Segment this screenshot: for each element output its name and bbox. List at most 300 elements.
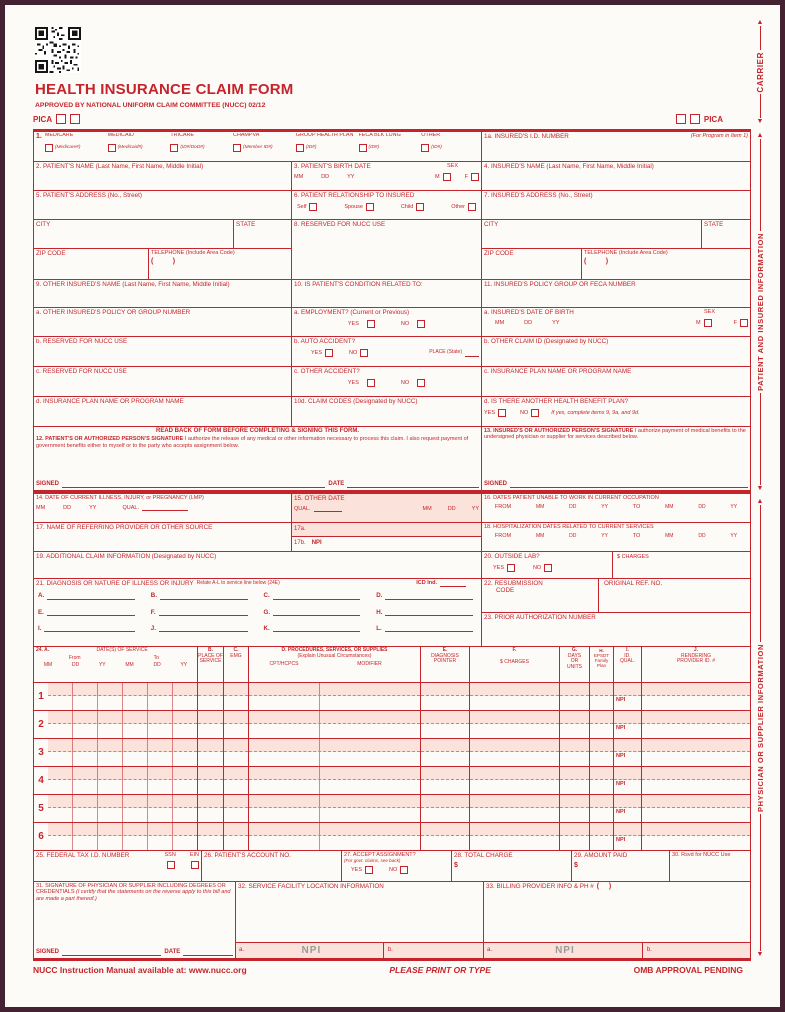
pica-right [676,114,723,124]
mm-label: MM [495,320,505,327]
box11d-label: d. IS THERE ANOTHER HEALTH BENEFIT PLAN? [484,398,629,405]
box17a-label: 17a. [294,525,306,532]
female-checkbox[interactable] [471,173,479,181]
rail-line [760,814,761,951]
npi-label: NPI [311,540,322,547]
champva-checkbox[interactable] [233,144,241,152]
place-state-field[interactable] [465,350,479,357]
medicaid-checkbox[interactable] [108,144,116,152]
line1-provider-cell[interactable] [642,683,750,711]
box4-insured-name-field[interactable] [482,162,750,191]
place-of-label: PLACE OF [198,652,223,659]
box11-label: 11. INSURED'S POLICY GROUP OR FECA NUMBER [484,281,636,288]
diagnosis-l-field[interactable] [385,626,473,632]
insured-phone-field[interactable] [582,249,750,280]
box5-patient-address-field[interactable] [34,191,292,220]
charges-header-label: $ CHARGES [500,658,529,665]
box18-hospitalization-dates[interactable] [482,523,750,552]
line6-epsdt-cell[interactable] [590,823,614,851]
line2-emg-cell[interactable] [224,711,249,739]
line1-dates-cell[interactable] [48,683,198,711]
line2-place-cell[interactable] [198,711,224,739]
pica-checkbox-2[interactable] [70,114,80,124]
rail-line [760,94,761,118]
row-9c-10c-11c [34,367,750,397]
col-d-subtitle: (Explain Unusual Circumstances) [297,652,372,659]
col-j-letter: J. [693,647,699,653]
line1-qual-cell[interactable] [614,683,642,711]
service-line-6 [34,823,750,851]
line2-procedure-cell[interactable] [249,711,421,739]
line4-place-cell[interactable] [198,767,224,795]
diagnosis-letter: L. [376,625,382,633]
patient-insured-label: PATIENT AND INSURED INFORMATION [755,233,765,391]
line4-epsdt-cell[interactable] [590,767,614,795]
line1-pointer-cell[interactable] [421,683,470,711]
line2-pointer-cell[interactable] [421,711,470,739]
city-label: CITY [484,221,499,228]
col-h-header [590,647,614,683]
medicare-checkbox[interactable] [45,144,53,152]
row-patient-address [34,191,750,220]
line3-charges-cell[interactable] [470,739,560,767]
box15-other-date[interactable] [292,494,482,523]
box32-service-facility[interactable] [236,882,484,959]
npi-label: NPI [616,809,626,815]
patient-zip-field[interactable] [34,249,149,280]
line4-procedure-cell[interactable] [249,767,421,795]
diagnosis-g-field[interactable] [273,610,360,616]
box29-label: 29. AMOUNT PAID [574,852,628,859]
row-coverage [34,132,750,162]
physician-supplier-label: PHYSICIAN OR SUPPLIER INFORMATION [755,644,765,813]
carrier-label: CARRIER [755,51,765,93]
original-ref-field[interactable] [598,579,750,612]
group-health-checkbox[interactable] [296,144,304,152]
diagnosis-h-field[interactable] [385,610,473,616]
no-label: NO [533,565,542,572]
box1-coverage-type [34,132,482,162]
dd-label: DD [63,504,72,511]
patient-city-field[interactable] [34,220,234,249]
npi-label: NPI [616,725,626,731]
line4-units-cell[interactable] [560,767,590,795]
box8-reserved [292,220,482,249]
line2-provider-cell[interactable] [642,711,750,739]
line2-qual-cell[interactable] [614,711,642,739]
other-accident-yes-checkbox[interactable] [367,379,375,387]
box11d-note: If yes, complete items 9, 9a, and 9d. [551,410,640,417]
line5-emg-cell[interactable] [224,795,249,823]
box31-label: 31. SIGNATURE OF PHYSICIAN OR SUPPLIER INCLUDING DEGREES OR CREDENTIALS [36,883,226,896]
diagnosis-a-field[interactable] [47,594,135,600]
option-group-health [296,133,354,152]
line4-provider-cell[interactable] [642,767,750,795]
line6-procedure-cell[interactable] [249,823,421,851]
print-or-type-label: PLEASE PRINT OR TYPE [389,965,491,975]
line5-epsdt-cell[interactable] [590,795,614,823]
diagnosis-b-field[interactable] [160,594,248,600]
ssn-checkbox[interactable] [167,861,175,869]
option-label: GROUP HEALTH PLAN [295,133,354,138]
no-label: NO [400,321,410,328]
dd-label: DD [698,532,706,539]
line5-procedure-cell[interactable] [249,795,421,823]
line5-provider-cell[interactable] [642,795,750,823]
auto-yes-checkbox[interactable] [325,349,333,357]
child-checkbox[interactable] [416,203,424,211]
box11b-label: b. OTHER CLAIM ID (Designated by NUCC) [484,338,609,345]
box23-prior-auth-field[interactable] [482,613,750,646]
box16-unable-to-work[interactable] [482,494,750,523]
tricare-checkbox[interactable] [170,144,178,152]
line3-procedure-cell[interactable] [249,739,421,767]
other-coverage-checkbox[interactable] [421,144,429,152]
box1-number: 1. [36,133,42,140]
dd-label: DD [569,503,577,510]
line3-qual-cell[interactable] [614,739,642,767]
box25-label: 25. FEDERAL TAX I.D. NUMBER [36,852,130,859]
patient-state-field[interactable] [234,220,292,249]
line4-pointer-cell[interactable] [421,767,470,795]
box13-label: 13. INSURED'S OR AUTHORIZED PERSON'S SIGNATURE [484,428,634,434]
line-number: 3 [34,739,48,767]
box21-diagnosis [34,579,482,647]
option-sub: (ID#/DoD#) [180,145,205,151]
arrow-down-icon: ▼ [756,118,764,125]
col-f-letter: F. [512,647,517,653]
carrier-rail [751,19,769,125]
benefit-yes-checkbox[interactable] [498,409,506,417]
box2-patient-name-field[interactable] [34,162,292,191]
box33-billing-provider[interactable] [484,882,750,959]
line4-charges-cell[interactable] [470,767,560,795]
box25-federal-tax-id[interactable] [34,851,202,882]
line6-emg-cell[interactable] [224,823,249,851]
service-line-2 [34,711,750,739]
line3-emg-cell[interactable] [224,739,249,767]
box19-additional-claim-info-field[interactable] [34,552,482,579]
box9c-label: c. RESERVED FOR NUCC USE [36,368,127,375]
box10-condition-related [292,280,482,308]
modifier-label: MODIFIER [357,661,382,668]
mm-label: MM [43,662,53,669]
pica-checkbox-4[interactable] [690,114,700,124]
yy-label: YY [601,532,608,539]
col-j-header [642,647,750,683]
box21-label: 21. DIAGNOSIS OR NATURE OF ILLNESS OR INJURY [36,580,194,587]
line5-qual-cell[interactable] [614,795,642,823]
line5-pointer-cell[interactable] [421,795,470,823]
patient-signature-date-field[interactable] [347,481,479,488]
yy-label: YY [730,503,738,510]
outside-lab-charges-field[interactable] [612,552,750,578]
insured-state-field[interactable] [702,220,750,249]
line1-procedure-cell[interactable] [249,683,421,711]
box8-reserved-continued [292,249,482,280]
patient-signature-field[interactable] [62,481,325,488]
diagnosis-c-field[interactable] [273,594,361,600]
row-25-30 [34,851,750,882]
nucc-manual-link[interactable]: NUCC Instruction Manual available at: www.nucc.org [33,965,247,975]
line3-provider-cell[interactable] [642,739,750,767]
box1a-insured-id-field[interactable] [482,132,750,162]
line6-place-cell[interactable] [198,823,224,851]
box17b-field[interactable] [292,537,481,551]
line1-units-cell[interactable] [560,683,590,711]
box11c-insurance-plan-field[interactable] [482,367,750,397]
diagnosis-i-field[interactable] [44,626,134,632]
zip-label: ZIP CODE [484,250,514,257]
id-label: ID. [624,652,631,659]
box15-label: 15. OTHER DATE [294,495,345,502]
line6-dates-cell[interactable] [48,823,198,851]
npi-label: NPI [616,781,626,787]
npi-watermark: NPI [301,944,322,956]
diagnosis-letter: A. [38,592,45,600]
box30-label: 30. Rsvd for NUCC Use [672,852,731,858]
col-h-letter: H. [599,648,604,653]
line4-emg-cell[interactable] [224,767,249,795]
row-zip-phone [34,249,750,280]
line4-qual-cell[interactable] [614,767,642,795]
box17ab [292,523,482,552]
outside-lab-yes-checkbox[interactable] [507,564,515,572]
service-label: SERVICE [199,658,222,665]
box10d-claim-codes-field[interactable] [292,397,482,427]
yy-label: YY [89,504,97,511]
line-number: 6 [34,823,48,851]
form-subtitle: APPROVED BY NATIONAL UNIFORM CLAIM COMMITTEE (NUCC) 02/12 [35,102,266,109]
diagnosis-letter: G. [263,608,271,616]
option-champva [233,133,291,152]
diagnosis-letter: H. [376,608,383,616]
box33-phone-parens: ( ) [596,883,612,890]
box22-code-label: CODE [496,587,515,595]
box12-patient-signature [34,427,482,491]
insured-city-field[interactable] [482,220,702,249]
other-rel-checkbox[interactable] [468,203,476,211]
bottom-rule [34,959,750,961]
insured-female-checkbox[interactable] [740,319,748,327]
female-label: F [464,174,468,181]
diagnosis-letter: E. [38,608,44,616]
line3-place-cell[interactable] [198,739,224,767]
box12-text [36,436,479,449]
yy-label: YY [730,532,738,539]
box13-signature-row [484,481,748,489]
service-line-1 [34,683,750,711]
assignment-no-checkbox[interactable] [400,866,408,874]
line5-dates-cell[interactable] [48,795,198,823]
box14-current-illness[interactable] [34,494,292,523]
outside-lab-no-checkbox[interactable] [544,564,552,572]
from-label: From [68,654,81,661]
diagnosis-letter: J. [150,625,156,633]
diagnosis-letter: B. [150,592,157,600]
box12-body: I authorize the release of any medical or other information necessary to process this claim. I also request payment of government benefits either to myself or to the party who accepts assignment below. [36,436,469,449]
form-title: HEALTH INSURANCE CLAIM FORM [35,81,294,98]
feca-checkbox[interactable] [359,144,367,152]
box13-insured-signature [482,427,750,491]
line1-charges-cell[interactable] [470,683,560,711]
row-14-15-16 [34,494,750,523]
line1-epsdt-cell[interactable] [590,683,614,711]
other-accident-no-checkbox[interactable] [417,379,425,387]
npi-label: NPI [616,697,626,703]
box9-label: 9. OTHER INSURED'S NAME (Last Name, First Name, Middle Initial) [36,281,230,288]
box20-label: 20. OUTSIDE LAB? [484,553,540,560]
line1-emg-cell[interactable] [224,683,249,711]
physician-signature-date-field[interactable] [183,949,233,956]
box7-insured-address-field[interactable] [482,191,750,220]
line2-units-cell[interactable] [560,711,590,739]
employment-yes-checkbox[interactable] [367,320,375,328]
to-label: To [153,654,159,661]
line2-dates-cell[interactable] [48,711,198,739]
box11-policy-group-field[interactable] [482,280,750,308]
box19-label: 19. ADDITIONAL CLAIM INFORMATION (Designated by NUCC) [36,553,217,560]
pica-label-left: PICA [33,114,53,124]
diagnosis-f-field[interactable] [159,610,248,616]
insured-zip-field[interactable] [482,249,582,280]
line6-units-cell[interactable] [560,823,590,851]
col-b-header [198,647,224,683]
line5-place-cell[interactable] [198,795,224,823]
city-label: CITY [36,221,51,228]
box17a-field[interactable] [292,523,481,537]
box22-resubmission[interactable] [482,579,750,613]
box3-birth-date[interactable] [292,162,482,191]
box29-amount-paid-field[interactable] [572,851,670,882]
mm-label: MM [535,503,545,510]
line3-dates-cell[interactable] [48,739,198,767]
other-date-qual-field[interactable] [314,505,342,512]
phone-parens: ( ) [584,258,609,266]
line6-pointer-cell[interactable] [421,823,470,851]
box32a-label: a. [239,946,245,953]
line5-units-cell[interactable] [560,795,590,823]
state-label: STATE [236,221,256,228]
line1-place-cell[interactable] [198,683,224,711]
provider-id-label: PROVIDER ID. # [676,658,716,665]
box9-other-insured-name-field[interactable] [34,280,292,308]
from-label: FROM [494,504,512,511]
days-label: DAYS [567,652,582,659]
yes-label: YES [493,565,505,572]
spouse-checkbox[interactable] [366,203,374,211]
physician-signature-field[interactable] [62,949,161,956]
row-other-insured [34,280,750,308]
omb-approval-label: OMB APPROVAL PENDING [633,965,743,975]
benefit-no-checkbox[interactable] [531,409,539,417]
box11b-other-claim-id-field[interactable] [482,337,750,367]
outside-lab-question [482,552,612,578]
box30-reserved-field [670,851,750,882]
line6-charges-cell[interactable] [470,823,560,851]
qual-field[interactable] [142,504,188,511]
icd-indicator-field[interactable] [440,580,466,587]
box32b-label: b. [387,946,393,953]
line2-charges-cell[interactable] [470,711,560,739]
line2-epsdt-cell[interactable] [590,711,614,739]
line4-dates-cell[interactable] [48,767,198,795]
box11a-insured-dob[interactable] [482,308,750,337]
employment-no-checkbox[interactable] [417,320,425,328]
box33b-label: b. [646,946,652,953]
form-grid [33,129,751,961]
line3-pointer-cell[interactable] [421,739,470,767]
box12-signature-row [36,481,479,489]
box26-patient-account-field[interactable] [202,851,342,882]
insured-male-checkbox[interactable] [704,319,712,327]
readback-notice: READ BACK OF FORM BEFORE COMPLETING & SIGNING THIS FORM. [156,428,359,434]
pica-checkbox-3[interactable] [676,114,686,124]
box23-label: 23. PRIOR AUTHORIZATION NUMBER [484,614,596,621]
diagnosis-e-field[interactable] [47,610,135,616]
diagnosis-d-field[interactable] [385,594,473,600]
ein-checkbox[interactable] [191,861,199,869]
insured-signature-field[interactable] [510,481,748,488]
service-line-4 [34,767,750,795]
box9a-policy-number-field[interactable] [34,308,292,337]
mm-label: MM [665,532,674,539]
box17-referring-provider-field[interactable] [34,523,292,552]
box20-outside-lab [482,552,750,579]
line3-epsdt-cell[interactable] [590,739,614,767]
strip-divider [642,943,643,958]
diagnosis-k-field[interactable] [273,626,361,632]
option-tricare [170,133,228,152]
option-label: MEDICAID [107,133,134,138]
mm-label: MM [125,662,134,669]
ein-label: EIN [189,852,199,859]
yy-label: YY [471,505,479,512]
box9d-insurance-plan-field[interactable] [34,397,292,427]
resubmission-code [482,579,598,612]
state-label: STATE [704,221,724,228]
auto-no-checkbox[interactable] [360,349,368,357]
self-checkbox[interactable] [309,203,317,211]
emg-label: EMG [230,652,242,659]
rail-line [760,139,761,231]
patient-phone-field[interactable] [149,249,292,280]
qr-code [35,27,81,73]
assignment-yes-checkbox[interactable] [365,866,373,874]
pica-label-right: PICA [703,114,723,124]
line6-provider-cell[interactable] [642,823,750,851]
col-c-header [224,647,249,683]
line6-qual-cell[interactable] [614,823,642,851]
option-feca [359,133,417,152]
pica-checkbox-1[interactable] [56,114,66,124]
dd-label: DD [321,174,330,181]
qual-label: QUAL. [122,504,139,511]
box31-physician-signature [34,882,236,959]
diagnosis-j-field[interactable] [159,626,248,632]
line5-charges-cell[interactable] [470,795,560,823]
option-label: OTHER [421,133,441,138]
to-label: TO [632,504,641,511]
mm-label: MM [665,503,674,510]
cpt-hcpcs-label: CPT/HCPCS [269,661,299,668]
option-label: TRICARE [170,133,194,138]
line3-units-cell[interactable] [560,739,590,767]
box7-label: 7. INSURED'S ADDRESS (No., Street) [484,192,593,199]
box10a-label: a. EMPLOYMENT? (Current or Previous) [294,309,410,316]
box28-total-charge-field[interactable] [452,851,572,882]
male-checkbox[interactable] [443,173,451,181]
